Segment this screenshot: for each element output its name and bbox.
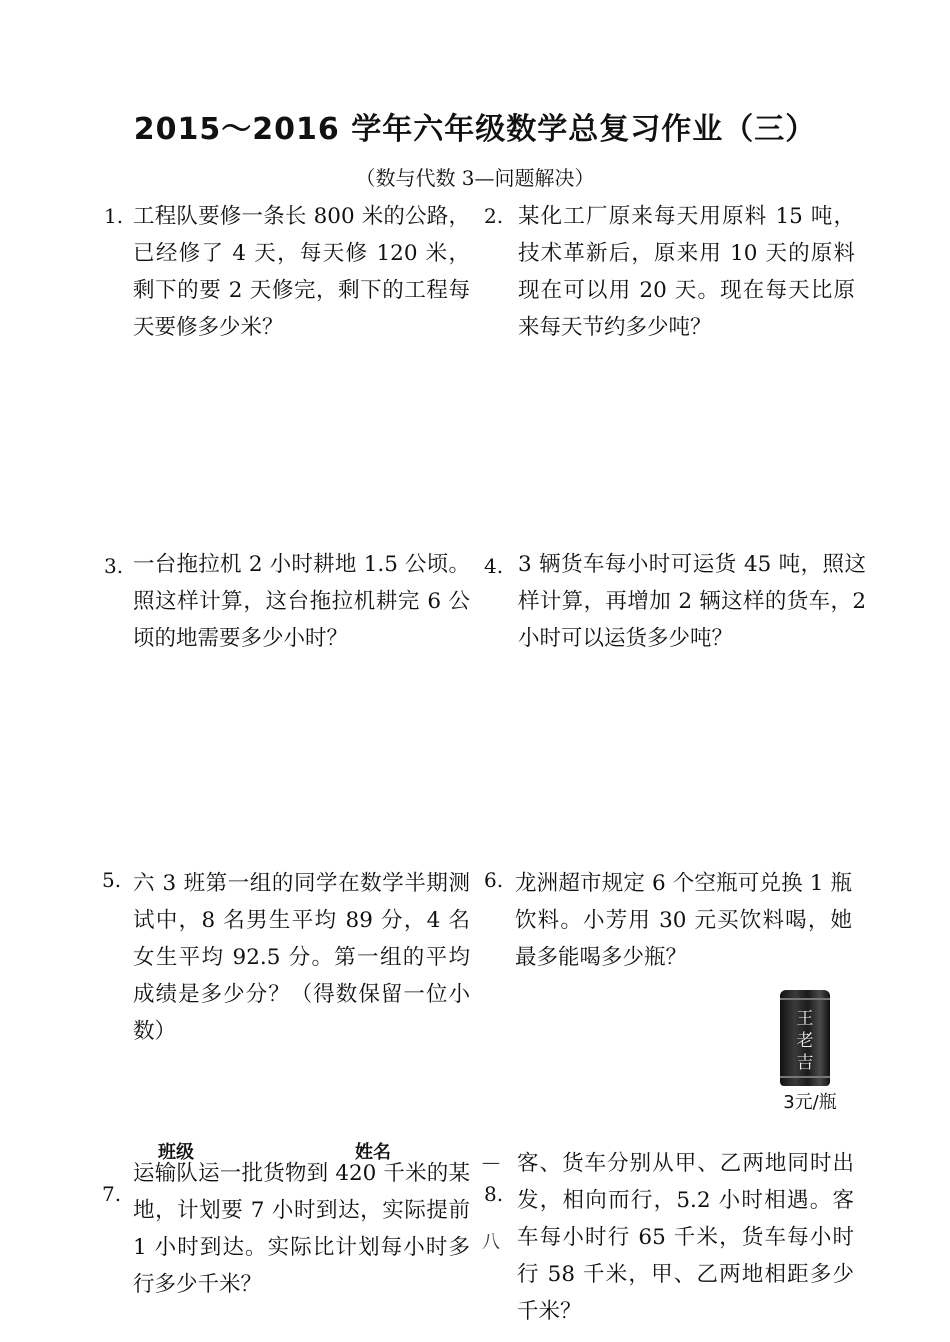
drink-can-icon [780, 990, 830, 1086]
question-8-text: 客、货车分别从甲、乙两地同时出发，相向而行，5.2 小时相遇。客车每小时行 65 千米，货车每小时行 58 千米，甲、乙两地相距多少千米？ [517, 1151, 854, 1324]
question-6-text: 龙洲超市规定 6 个空瓶可兑换 1 瓶饮料。小芳用 30 元买饮料喝，她最多能喝多少瓶？ [515, 871, 852, 970]
question-8-number: 8. [484, 1182, 504, 1206]
question-5-number: 5. [102, 868, 122, 892]
name-label: 姓名 [355, 1142, 391, 1163]
page-subtitle: （数与代数 3—问题解决） [355, 166, 595, 190]
question-5-text: 六 3 班第一组的同学在数学半期测试中，8 名男生平均 89 分，4 名女生平均 92.5 分。第一组的平均成绩是多少分？（得数保留一位小数） [133, 871, 470, 1044]
drink-can-illustration [760, 990, 860, 1114]
question-7-text: 运输队运一批货物到 420 千米的某地，计划要 7 小时到达，实际提前 1 小时到达。实际比计划每小时多行多少千米？ [133, 1161, 470, 1297]
question-6-number: 6. [484, 868, 504, 892]
question-4-text: 3 辆货车每小时可运货 45 吨，照这样计算，再增加 2 辆这样的货车，2 小时可以运货多少吨？ [518, 552, 866, 651]
side-mark: 八 [482, 1232, 500, 1253]
question-4-number: 4. [484, 554, 504, 578]
question-1-number: 1. [104, 204, 124, 228]
drink-can-label: 王老吉 [796, 1009, 814, 1073]
question-7-number: 7. [102, 1182, 122, 1206]
page-title: 2015～2016 学年六年级数学总复习作业（三） [133, 112, 817, 147]
class-label: 班级 [158, 1142, 194, 1163]
drink-price: 3元/瓶 [783, 1092, 837, 1113]
question-3-number: 3. [104, 554, 124, 578]
question-2-number: 2. [484, 204, 504, 228]
dash-mark: — [482, 1152, 500, 1173]
question-3-text: 一台拖拉机 2 小时耕地 1.5 公顷。照这样计算，这台拖拉机耕完 6 公顷的地需要多少小时？ [133, 552, 470, 651]
question-1-text: 工程队要修一条长 800 米的公路，已经修了 4 天，每天修 120 米，剩下的要 2 天修完，剩下的工程每天要修多少米？ [133, 204, 470, 340]
question-2-text: 某化工厂原来每天用原料 15 吨，技术革新后，原来用 10 天的原料现在可以用 20 天。现在每天比原来每天节约多少吨？ [518, 204, 855, 340]
